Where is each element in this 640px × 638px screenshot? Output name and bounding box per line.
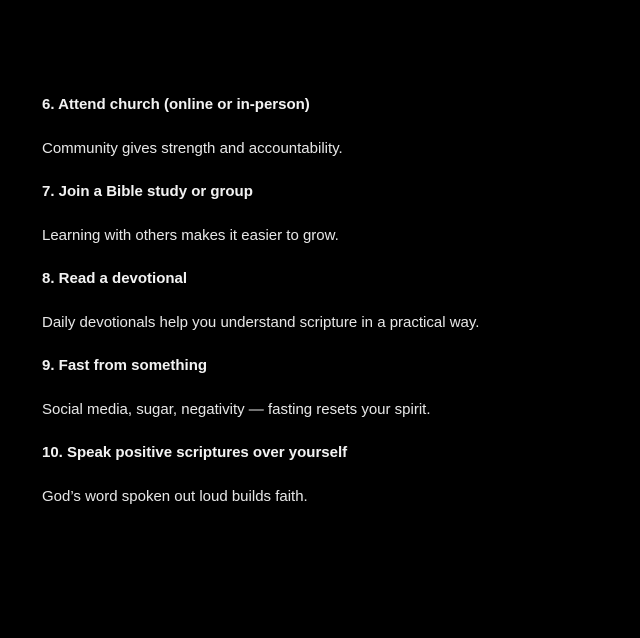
list-item [42,95,622,159]
item-body: Learning with others makes it easier to grow. [42,227,339,244]
list-item [42,356,622,420]
item-heading: 7. Join a Bible study or group [42,183,253,200]
item-heading: 9. Fast from something [42,357,208,374]
item-body: Social media, sugar, negativity — fasting resets your spirit. [42,401,431,418]
item-body: God’s word spoken out loud builds faith. [42,488,308,505]
item-body: Daily devotionals help you understand scripture in a practical way. [42,314,480,331]
list-item [42,443,622,507]
item-heading: 6. Attend church (online or in-person) [42,96,310,113]
tips-list [42,95,622,507]
list-item [42,182,622,246]
item-heading: 8. Read a devotional [42,270,188,287]
item-heading: 10. Speak positive scriptures over yourself [42,444,348,461]
list-item [42,269,622,333]
item-body: Community gives strength and accountability. [42,140,343,157]
